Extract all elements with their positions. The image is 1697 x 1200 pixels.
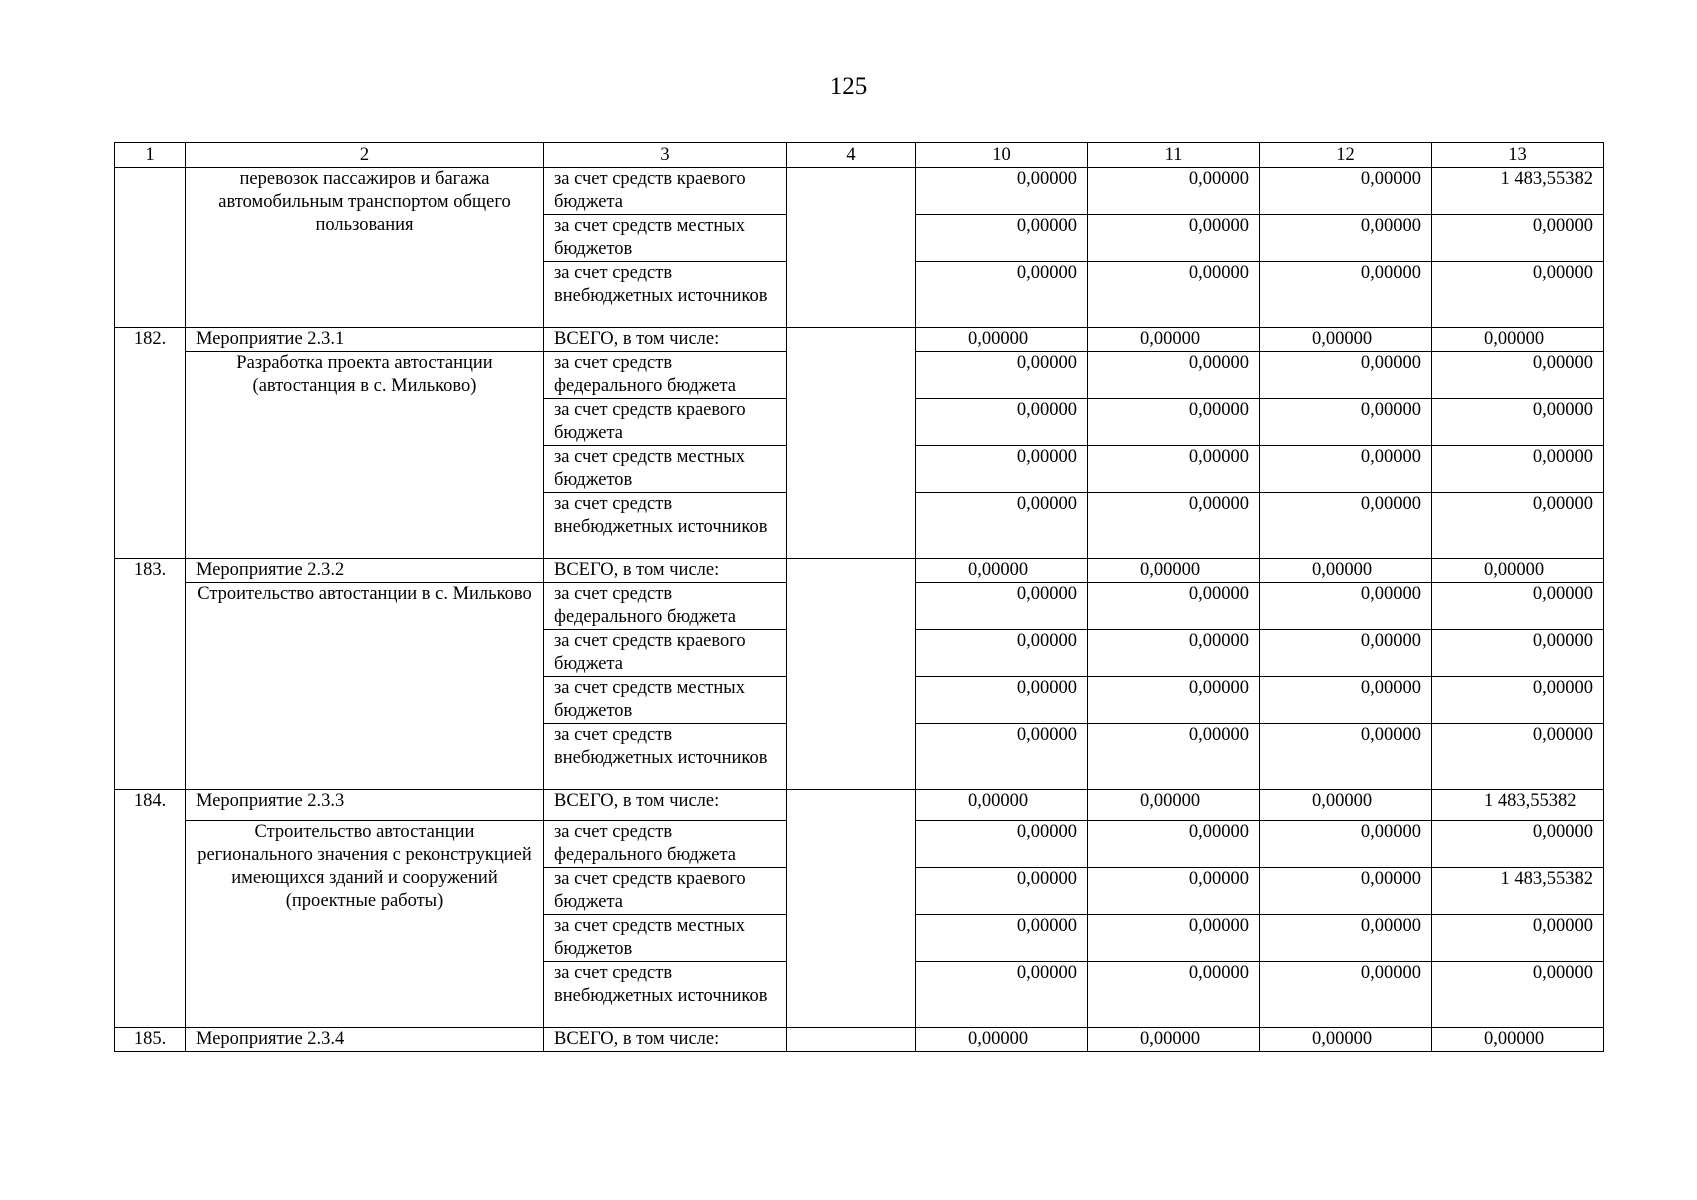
funding-source: за счет средств внебюджетных источников	[544, 962, 787, 1028]
amount-cell: 1 483,55382	[1432, 868, 1604, 915]
total-amount-cell: 0,00000	[1088, 1028, 1260, 1052]
funding-source: за счет средств внебюджетных источников	[544, 724, 787, 790]
amount-cell: 0,00000	[1260, 583, 1432, 630]
column-4-cell	[787, 1028, 916, 1052]
amount-cell: 0,00000	[1260, 821, 1432, 868]
funding-source: за счет средств местных бюджетов	[544, 915, 787, 962]
funding-source: за счет средств местных бюджетов	[544, 677, 787, 724]
amount-cell: 0,00000	[916, 446, 1088, 493]
total-amount-cell: 0,00000	[1260, 559, 1432, 583]
total-amount-cell: 0,00000	[1260, 790, 1432, 821]
measure-title: Мероприятие 2.3.2	[186, 559, 544, 583]
funding-source: за счет средств федерального бюджета	[544, 583, 787, 630]
funding-source: за счет средств местных бюджетов	[544, 446, 787, 493]
measure-index: 184.	[115, 790, 186, 1028]
total-amount-cell: 0,00000	[1432, 1028, 1604, 1052]
amount-cell: 0,00000	[1260, 724, 1432, 790]
amount-cell: 0,00000	[1088, 724, 1260, 790]
amount-cell: 1 483,55382	[1432, 168, 1604, 215]
funding-source: за счет средств федерального бюджета	[544, 821, 787, 868]
column-number: 12	[1260, 143, 1432, 168]
measure-description: Строительство автостанции в с. Мильково	[186, 583, 544, 790]
amount-cell: 0,00000	[1260, 915, 1432, 962]
amount-cell: 0,00000	[916, 583, 1088, 630]
total-amount-cell: 0,00000	[916, 328, 1088, 352]
funding-source: за счет средств краевого бюджета	[544, 868, 787, 915]
amount-cell: 0,00000	[916, 493, 1088, 559]
measure-index: 182.	[115, 328, 186, 559]
total-amount-cell: 0,00000	[1088, 328, 1260, 352]
column-number-row	[115, 143, 1604, 168]
measure-total-row	[115, 790, 1604, 821]
total-amount-cell: 0,00000	[916, 559, 1088, 583]
total-label: ВСЕГО, в том числе:	[544, 328, 787, 352]
amount-cell: 0,00000	[916, 677, 1088, 724]
measure-total-row	[115, 328, 1604, 352]
column-4-cell	[787, 168, 916, 328]
amount-cell: 0,00000	[916, 352, 1088, 399]
total-amount-cell: 0,00000	[916, 790, 1088, 821]
amount-cell: 0,00000	[1088, 399, 1260, 446]
column-number: 10	[916, 143, 1088, 168]
total-amount-cell: 0,00000	[1432, 559, 1604, 583]
amount-cell: 0,00000	[1088, 868, 1260, 915]
amount-cell: 0,00000	[1088, 262, 1260, 328]
funding-source: за счет средств федерального бюджета	[544, 352, 787, 399]
total-label: ВСЕГО, в том числе:	[544, 1028, 787, 1052]
column-number: 4	[787, 143, 916, 168]
amount-cell: 0,00000	[1432, 215, 1604, 262]
amount-cell: 0,00000	[1260, 446, 1432, 493]
amount-cell: 0,00000	[1260, 493, 1432, 559]
amount-cell: 0,00000	[916, 821, 1088, 868]
amount-cell: 0,00000	[1088, 630, 1260, 677]
column-number: 1	[115, 143, 186, 168]
amount-cell: 0,00000	[1432, 262, 1604, 328]
measure-index: 183.	[115, 559, 186, 790]
amount-cell: 0,00000	[1088, 446, 1260, 493]
amount-cell: 0,00000	[916, 262, 1088, 328]
column-number: 3	[544, 143, 787, 168]
funding-source: за счет средств краевого бюджета	[544, 630, 787, 677]
column-number: 13	[1432, 143, 1604, 168]
total-amount-cell: 0,00000	[1432, 328, 1604, 352]
measure-total-row	[115, 1028, 1604, 1052]
amount-cell: 0,00000	[1260, 962, 1432, 1028]
amount-cell: 0,00000	[1088, 168, 1260, 215]
funding-source: за счет средств местных бюджетов	[544, 215, 787, 262]
amount-cell: 0,00000	[916, 168, 1088, 215]
column-number: 11	[1088, 143, 1260, 168]
column-4-cell	[787, 790, 916, 1028]
amount-cell: 0,00000	[1260, 630, 1432, 677]
amount-cell: 0,00000	[916, 630, 1088, 677]
measure-description: Строительство автостанции регионального значения с реконструкцией имеющихся зданий и сооружений (проектные работы)	[186, 821, 544, 1028]
measure-title: Мероприятие 2.3.4	[186, 1028, 544, 1052]
amount-cell: 0,00000	[1432, 399, 1604, 446]
column-4-cell	[787, 328, 916, 559]
source-row	[115, 168, 1604, 215]
amount-cell: 0,00000	[916, 724, 1088, 790]
amount-cell: 0,00000	[1260, 352, 1432, 399]
total-label: ВСЕГО, в том числе:	[544, 559, 787, 583]
amount-cell: 0,00000	[916, 868, 1088, 915]
amount-cell: 0,00000	[1432, 677, 1604, 724]
page-number: 125	[829, 73, 868, 100]
amount-cell: 0,00000	[1088, 493, 1260, 559]
amount-cell: 0,00000	[1432, 352, 1604, 399]
funding-source: за счет средств внебюджетных источников	[544, 493, 787, 559]
measure-index: 185.	[115, 1028, 186, 1052]
measure-title: Мероприятие 2.3.1	[186, 328, 544, 352]
amount-cell: 0,00000	[916, 962, 1088, 1028]
row-index-cell	[115, 168, 186, 328]
total-amount-cell: 0,00000	[1260, 328, 1432, 352]
amount-cell: 0,00000	[1088, 915, 1260, 962]
total-amount-cell: 0,00000	[1260, 1028, 1432, 1052]
amount-cell: 0,00000	[1260, 868, 1432, 915]
amount-cell: 0,00000	[1432, 583, 1604, 630]
measure-description: перевозок пассажиров и багажа автомобильным транспортом общего пользования	[186, 168, 544, 328]
amount-cell: 0,00000	[1088, 962, 1260, 1028]
total-amount-cell: 0,00000	[1088, 559, 1260, 583]
funding-source: за счет средств внебюджетных источников	[544, 262, 787, 328]
budget-table	[114, 142, 1604, 1052]
amount-cell: 0,00000	[1260, 168, 1432, 215]
amount-cell: 0,00000	[1088, 821, 1260, 868]
total-label: ВСЕГО, в том числе:	[544, 790, 787, 821]
funding-source: за счет средств краевого бюджета	[544, 399, 787, 446]
amount-cell: 0,00000	[1260, 215, 1432, 262]
measure-title: Мероприятие 2.3.3	[186, 790, 544, 821]
measure-total-row	[115, 559, 1604, 583]
amount-cell: 0,00000	[1432, 821, 1604, 868]
amount-cell: 0,00000	[1088, 583, 1260, 630]
measure-description: Разработка проекта автостанции (автостанция в с. Мильково)	[186, 352, 544, 559]
amount-cell: 0,00000	[1260, 677, 1432, 724]
amount-cell: 0,00000	[916, 915, 1088, 962]
amount-cell: 0,00000	[1432, 724, 1604, 790]
funding-source: за счет средств краевого бюджета	[544, 168, 787, 215]
amount-cell: 0,00000	[1088, 352, 1260, 399]
amount-cell: 0,00000	[1432, 915, 1604, 962]
amount-cell: 0,00000	[1432, 446, 1604, 493]
column-4-cell	[787, 559, 916, 790]
total-amount-cell: 0,00000	[1088, 790, 1260, 821]
amount-cell: 0,00000	[1432, 493, 1604, 559]
amount-cell: 0,00000	[916, 399, 1088, 446]
amount-cell: 0,00000	[916, 215, 1088, 262]
total-amount-cell: 0,00000	[916, 1028, 1088, 1052]
amount-cell: 0,00000	[1432, 962, 1604, 1028]
amount-cell: 0,00000	[1088, 677, 1260, 724]
column-number: 2	[186, 143, 544, 168]
total-amount-cell: 1 483,55382	[1432, 790, 1604, 821]
amount-cell: 0,00000	[1260, 399, 1432, 446]
amount-cell: 0,00000	[1260, 262, 1432, 328]
amount-cell: 0,00000	[1432, 630, 1604, 677]
amount-cell: 0,00000	[1088, 215, 1260, 262]
